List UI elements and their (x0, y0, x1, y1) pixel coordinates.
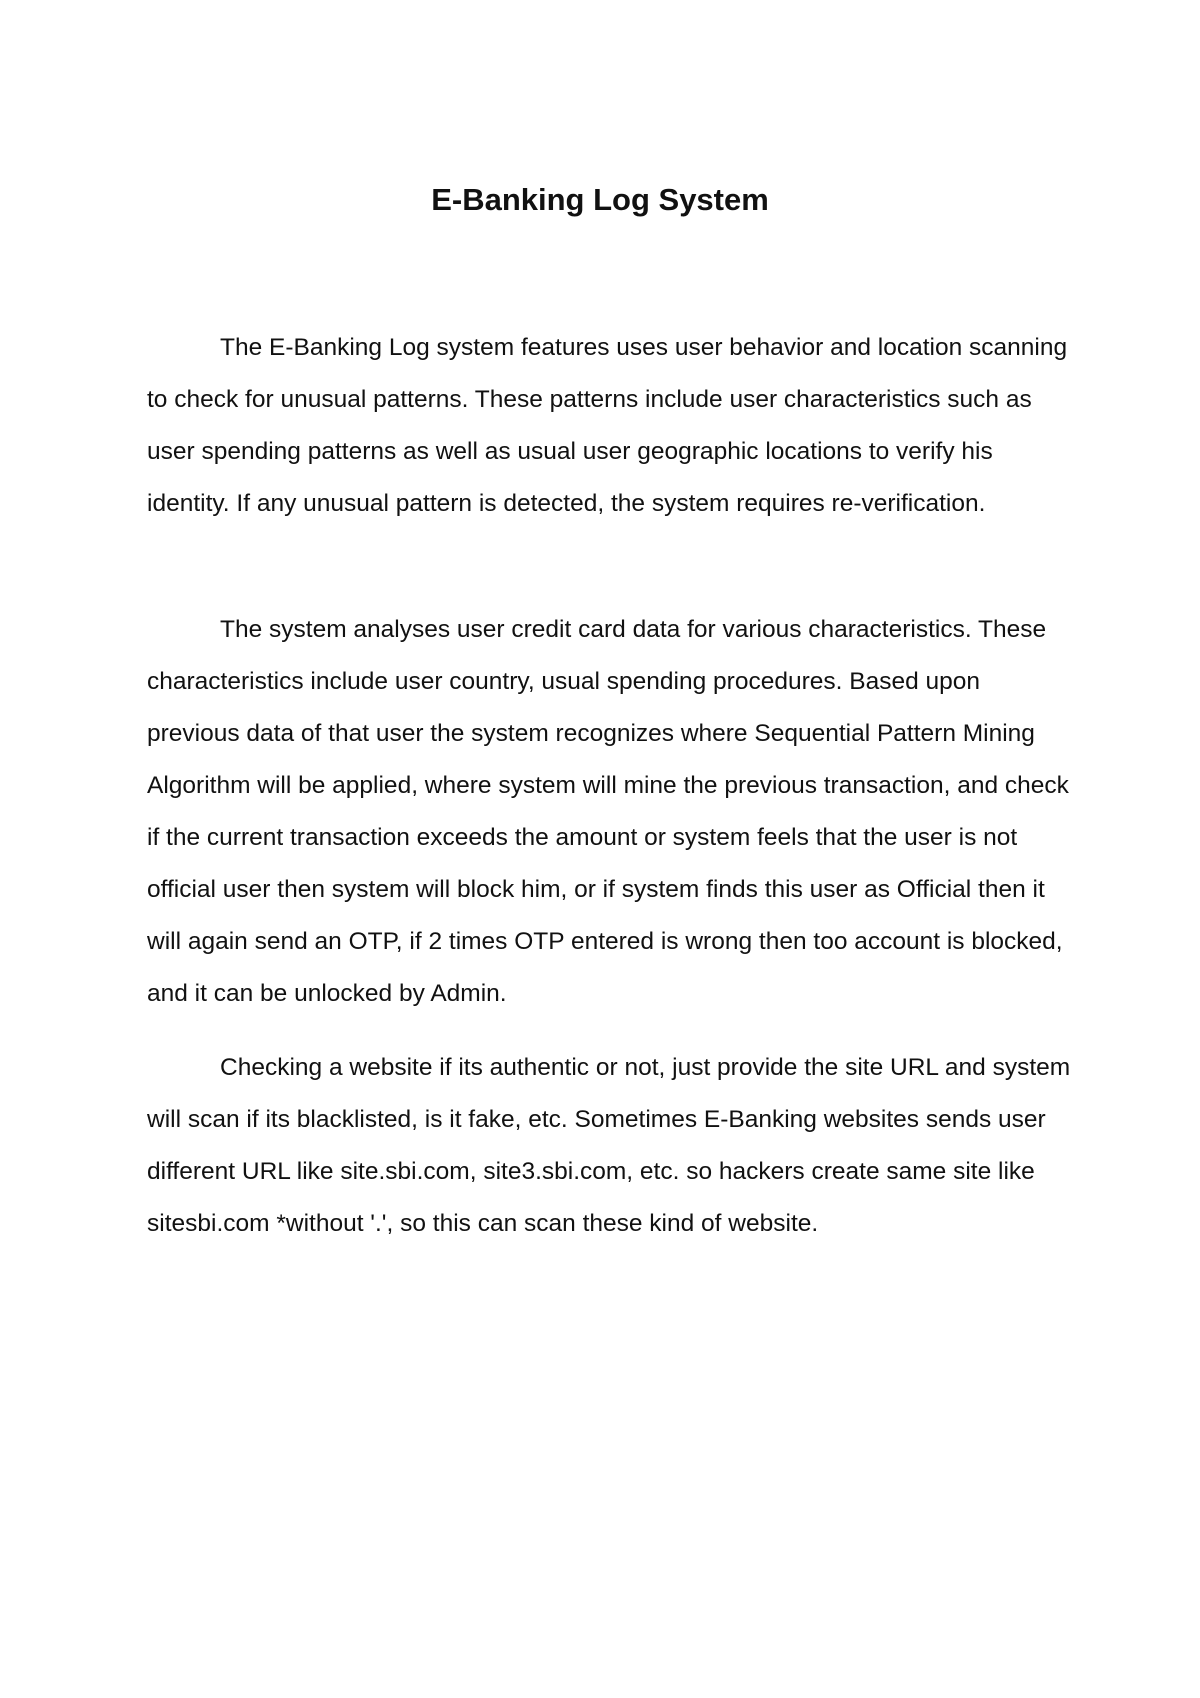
paragraph-behavior-scanning (147, 322, 1071, 530)
paragraph-credit-card-analysis (147, 604, 1071, 1020)
paragraph-website-check (147, 1042, 1071, 1250)
paragraph-text: Checking a website if its authentic or not, just provide the site URL and system will scan if its blacklisted, is it fake, etc. Sometimes E-Banking websites sends user different URL like site.sbi.com, site3.sbi.com, etc. so hackers create same site like sitesbi.com *without '.', so this can scan these kind of website. (147, 1054, 1071, 1237)
paragraph-text: The system analyses user credit card data for various characteristics. These characteristics include user country, usual spending procedures. Based upon previous data of that user the system recognizes where Sequential Pattern Mining Algorithm will be applied, where system will mine the previous transaction, and check if the current transaction exceeds the amount or system feels that the user is not official user then system will block him, or if system finds this user as Official then it will again send an OTP, if 2 times OTP entered is wrong then too account is blocked, and it can be unlocked by Admin. (147, 616, 1069, 1007)
document-title: E-Banking Log System (431, 182, 769, 217)
paragraph-text: The E-Banking Log system features uses user behavior and location scanning to check for unusual patterns. These patterns include user characteristics such as user spending patterns as well as usual user geographic locations to verify his identity. If any unusual pattern is detected, the system requires re-verification. (147, 334, 1068, 517)
